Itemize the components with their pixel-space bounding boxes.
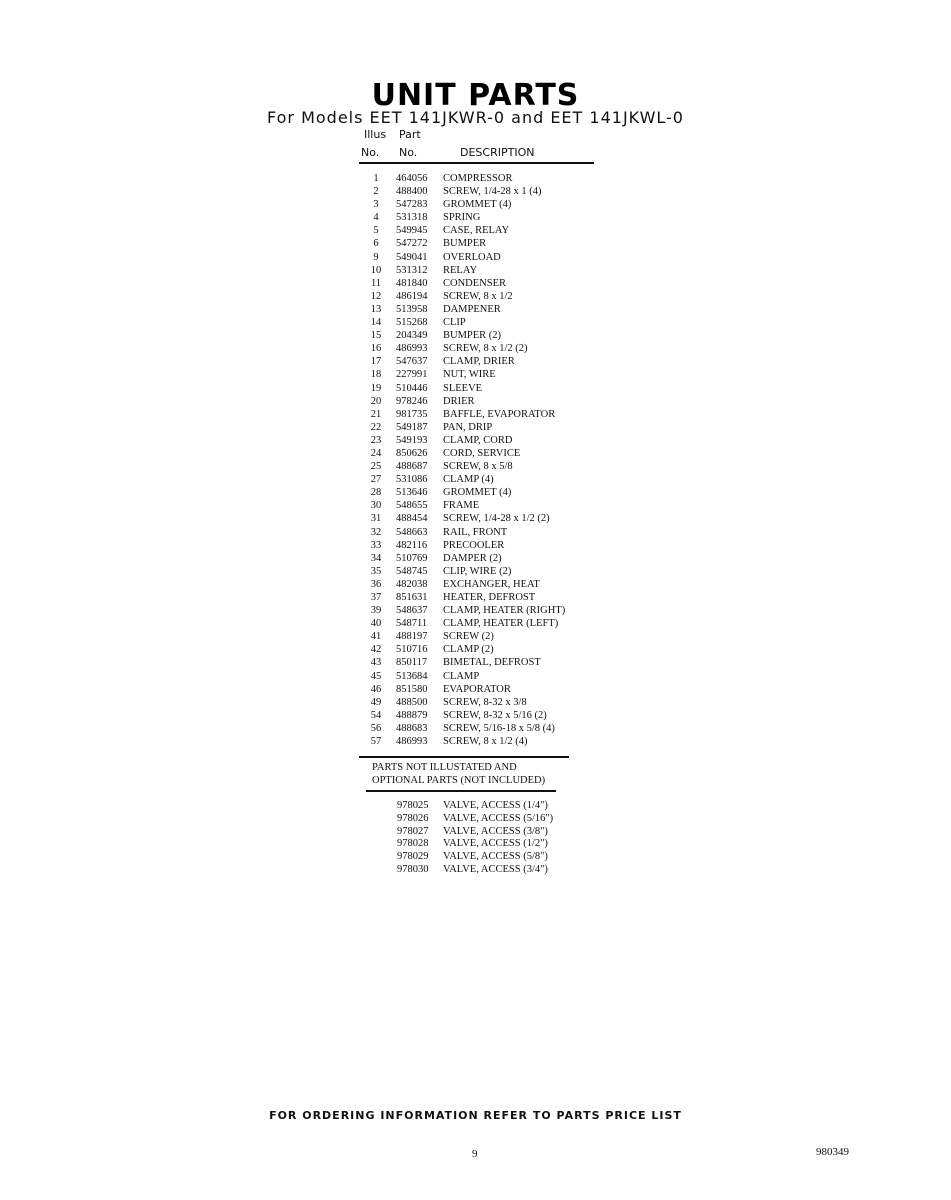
illus-no-header: No. <box>361 146 380 159</box>
parts-row <box>364 316 604 329</box>
illus-number: 30 <box>370 500 382 512</box>
part-number: 486194 <box>396 290 428 302</box>
parts-row <box>364 185 604 198</box>
part-description: PAN, DRIP <box>443 421 493 433</box>
illus-number: 1 <box>373 173 379 184</box>
parts-row <box>364 709 604 722</box>
part-description: RAIL, FRONT <box>443 526 508 538</box>
part-description: SCREW, 8 x 5/8 <box>443 461 513 473</box>
part-number: 978028 <box>397 838 429 850</box>
parts-row <box>364 499 604 512</box>
parts-row <box>364 251 604 264</box>
parts-row <box>364 329 604 342</box>
optional-parts-list <box>397 800 553 877</box>
part-number: 488683 <box>396 722 428 734</box>
parts-row <box>364 224 604 237</box>
note-line-1: PARTS NOT ILLUSTATED AND <box>372 762 517 773</box>
parts-row <box>364 237 604 250</box>
page-number: 9 <box>472 1148 478 1160</box>
parts-row <box>364 512 604 525</box>
illus-number: 57 <box>370 736 382 748</box>
illus-number: 24 <box>370 447 382 459</box>
illus-number: 41 <box>370 631 382 643</box>
part-header-top: Part <box>399 128 421 141</box>
part-number: 488879 <box>396 709 428 721</box>
illus-number: 19 <box>370 382 382 394</box>
part-number: 531312 <box>396 264 428 276</box>
part-description: SCREW, 8 x 1/2 (4) <box>443 736 528 748</box>
part-number: 850626 <box>396 447 428 459</box>
part-number: 547283 <box>396 199 428 211</box>
part-number: 978025 <box>397 800 429 811</box>
illus-number: 15 <box>370 330 382 342</box>
parts-row <box>364 604 604 617</box>
part-number: 488500 <box>396 696 428 708</box>
part-number: 978030 <box>397 863 429 875</box>
parts-row <box>364 198 604 211</box>
part-no-header: No. <box>399 146 418 159</box>
ordering-footer: FOR ORDERING INFORMATION REFER TO PARTS PRICE LIST <box>269 1109 682 1122</box>
part-description: CORD, SERVICE <box>443 447 521 459</box>
illus-number: 34 <box>370 552 382 564</box>
part-description: SCREW, 1/4-28 x 1 (4) <box>443 186 542 198</box>
illus-number: 11 <box>370 277 382 289</box>
part-number: 851580 <box>396 683 428 695</box>
part-number: 547637 <box>396 356 428 368</box>
part-number: 486993 <box>396 343 428 355</box>
part-number: 482038 <box>396 578 428 590</box>
part-description: DRIER <box>443 395 475 407</box>
part-number: 510769 <box>396 552 428 564</box>
description-header: DESCRIPTION <box>460 146 535 159</box>
part-number: 510446 <box>396 382 428 394</box>
illus-number: 39 <box>370 605 382 617</box>
part-description: SLEEVE <box>443 382 483 394</box>
illus-number: 32 <box>370 526 382 538</box>
part-description: GROMMET (4) <box>443 487 512 499</box>
part-description: BUMPER (2) <box>443 330 502 342</box>
part-number: 513646 <box>396 487 428 499</box>
illus-header-top: Illus <box>364 128 387 141</box>
part-description: VALVE, ACCESS (3/8") <box>443 825 548 837</box>
optional-parts-row <box>397 813 553 826</box>
illus-number: 49 <box>370 696 382 708</box>
illus-number: 28 <box>370 487 382 499</box>
part-description: FRAME <box>443 500 480 512</box>
part-description: SCREW, 8-32 x 3/8 <box>443 696 527 708</box>
part-number: 548637 <box>396 605 428 617</box>
illus-number: 23 <box>370 434 382 446</box>
part-description: GROMMET (4) <box>443 199 512 211</box>
parts-row <box>364 643 604 656</box>
part-description: CLAMP <box>443 670 480 682</box>
part-description: RELAY <box>443 264 478 276</box>
illus-number: 5 <box>373 225 379 237</box>
illus-number: 9 <box>373 251 379 263</box>
parts-row <box>364 421 604 434</box>
part-description: SPRING <box>443 212 481 224</box>
part-number: 486993 <box>396 736 428 748</box>
illus-number: 13 <box>370 303 382 315</box>
parts-row <box>364 670 604 683</box>
illus-number: 45 <box>370 670 382 682</box>
parts-row <box>364 473 604 486</box>
optional-parts-row <box>397 864 553 877</box>
optional-parts-row <box>397 826 553 839</box>
optional-parts-row <box>397 851 553 864</box>
illus-number: 3 <box>373 199 379 211</box>
part-number: 531318 <box>396 212 428 224</box>
part-description: SCREW, 8-32 x 5/16 (2) <box>443 709 547 721</box>
parts-row <box>364 552 604 565</box>
part-number: 488197 <box>396 631 428 643</box>
illus-number: 56 <box>370 722 382 734</box>
part-description: SCREW, 8 x 1/2 <box>443 290 513 302</box>
illus-number: 12 <box>370 290 382 302</box>
part-description: CLAMP (2) <box>443 644 494 656</box>
parts-list <box>364 172 604 748</box>
part-description: PRECOOLER <box>443 539 505 551</box>
part-description: DAMPER (2) <box>443 552 502 564</box>
note-line-2: OPTIONAL PARTS (NOT INCLUDED) <box>372 775 546 786</box>
illus-number: 37 <box>370 592 382 603</box>
parts-row <box>364 735 604 748</box>
parts-row <box>364 565 604 578</box>
part-description: VALVE, ACCESS (1/4") <box>443 800 548 811</box>
part-number: 548655 <box>396 500 428 512</box>
page-title: UNIT PARTS <box>371 78 580 113</box>
document-number: 980349 <box>816 1146 849 1158</box>
part-number: 481840 <box>396 277 428 289</box>
illus-number: 33 <box>370 539 382 551</box>
part-number: 549041 <box>396 251 428 263</box>
part-number: 488400 <box>396 186 428 198</box>
parts-row <box>364 722 604 735</box>
parts-row <box>364 526 604 539</box>
part-description: CLAMP (4) <box>443 474 494 486</box>
parts-row <box>364 447 604 460</box>
not-illustrated-note <box>372 761 545 787</box>
parts-row <box>364 434 604 447</box>
part-number: 978027 <box>397 825 429 837</box>
parts-row <box>364 368 604 381</box>
part-description: BIMETAL, DEFROST <box>443 657 541 669</box>
parts-row <box>364 277 604 290</box>
optional-parts-row <box>397 838 553 851</box>
part-number: 850117 <box>396 657 428 669</box>
part-description: OVERLOAD <box>443 251 501 263</box>
models-subtitle: For Models EET 141JKWR-0 and EET 141JKWL-0 <box>267 108 684 127</box>
parts-row <box>364 342 604 355</box>
part-description: VALVE, ACCESS (5/8") <box>443 851 548 863</box>
illus-number: 14 <box>370 317 382 329</box>
part-number: 978029 <box>397 851 429 863</box>
parts-row <box>364 617 604 630</box>
parts-row <box>364 578 604 591</box>
part-description: EVAPORATOR <box>443 683 511 695</box>
illus-number: 35 <box>370 565 382 577</box>
part-description: VALVE, ACCESS (3/4") <box>443 863 548 875</box>
parts-row <box>364 539 604 552</box>
part-number: 488454 <box>396 513 428 525</box>
part-number: 204349 <box>396 330 428 342</box>
part-number: 978246 <box>396 395 428 407</box>
illus-number: 25 <box>370 461 382 473</box>
illus-number: 54 <box>370 709 382 721</box>
part-description: BAFFLE, EVAPORATOR <box>443 408 556 420</box>
part-description: BUMPER <box>443 238 487 250</box>
illus-number: 4 <box>373 212 379 224</box>
parts-row <box>364 630 604 643</box>
part-description: NUT, WIRE <box>443 369 496 381</box>
part-description: CASE, RELAY <box>443 225 510 237</box>
part-description: CLIP, WIRE (2) <box>443 565 512 577</box>
part-number: 488687 <box>396 461 428 473</box>
part-number: 978026 <box>397 812 429 824</box>
parts-row <box>364 355 604 368</box>
illus-number: 31 <box>370 513 382 525</box>
part-number: 510716 <box>396 644 428 656</box>
illus-number: 16 <box>370 343 382 355</box>
part-description: CLAMP, DRIER <box>443 356 515 368</box>
optional-parts-row <box>397 800 553 813</box>
part-description: CLAMP, HEATER (LEFT) <box>443 618 559 630</box>
illus-number: 27 <box>370 474 382 486</box>
parts-row <box>364 408 604 421</box>
part-number: 549945 <box>396 225 428 237</box>
part-description: CLAMP, HEATER (RIGHT) <box>443 605 566 617</box>
parts-row <box>364 290 604 303</box>
parts-row <box>364 172 604 185</box>
illus-number: 6 <box>373 238 379 250</box>
part-description: EXCHANGER, HEAT <box>443 578 540 590</box>
part-number: 549187 <box>396 421 428 433</box>
illus-number: 17 <box>370 356 382 368</box>
illus-number: 46 <box>370 683 382 695</box>
part-number: 227991 <box>396 369 428 381</box>
part-number: 464056 <box>396 173 428 184</box>
header-rule <box>359 162 594 164</box>
illus-number: 43 <box>370 657 382 669</box>
illus-number: 2 <box>373 186 379 198</box>
part-number: 851631 <box>396 592 428 603</box>
part-number: 981735 <box>396 408 428 420</box>
parts-row <box>364 460 604 473</box>
part-description: CLIP <box>443 317 466 329</box>
part-description: COMPRESSOR <box>443 173 513 184</box>
parts-row <box>364 303 604 316</box>
part-number: 513684 <box>396 670 428 682</box>
illus-number: 18 <box>370 369 382 381</box>
part-number: 548745 <box>396 565 428 577</box>
illus-number: 10 <box>370 264 382 276</box>
parts-row <box>364 683 604 696</box>
part-description: CLAMP, CORD <box>443 434 513 446</box>
parts-row <box>364 486 604 499</box>
parts-row <box>364 264 604 277</box>
part-description: HEATER, DEFROST <box>443 592 536 603</box>
parts-row <box>364 591 604 604</box>
parts-row <box>364 211 604 224</box>
part-description: SCREW, 5/16-18 x 5/8 (4) <box>443 722 555 734</box>
parts-row <box>364 696 604 709</box>
parts-row <box>364 382 604 395</box>
illus-number: 42 <box>370 644 382 656</box>
note-rule <box>366 790 556 792</box>
illus-number: 20 <box>370 395 382 407</box>
part-number: 482116 <box>396 539 428 551</box>
illus-number: 36 <box>370 578 382 590</box>
part-description: SCREW, 1/4-28 x 1/2 (2) <box>443 513 550 525</box>
part-description: SCREW, 8 x 1/2 (2) <box>443 343 528 355</box>
part-number: 549193 <box>396 434 428 446</box>
part-description: VALVE, ACCESS (5/16") <box>443 812 554 824</box>
part-description: SCREW (2) <box>443 631 494 643</box>
part-number: 531086 <box>396 474 428 486</box>
part-description: DAMPENER <box>443 303 501 315</box>
part-number: 547272 <box>396 238 428 250</box>
section-divider <box>359 756 569 758</box>
part-number: 515268 <box>396 317 428 329</box>
part-number: 548711 <box>396 618 428 630</box>
parts-row <box>364 395 604 408</box>
part-description: CONDENSER <box>443 277 507 289</box>
illus-number: 40 <box>370 618 382 630</box>
part-number: 513958 <box>396 303 428 315</box>
parts-row <box>364 656 604 669</box>
illus-number: 22 <box>370 421 382 433</box>
part-number: 548663 <box>396 526 428 538</box>
illus-number: 21 <box>370 408 382 420</box>
part-description: VALVE, ACCESS (1/2") <box>443 838 548 850</box>
